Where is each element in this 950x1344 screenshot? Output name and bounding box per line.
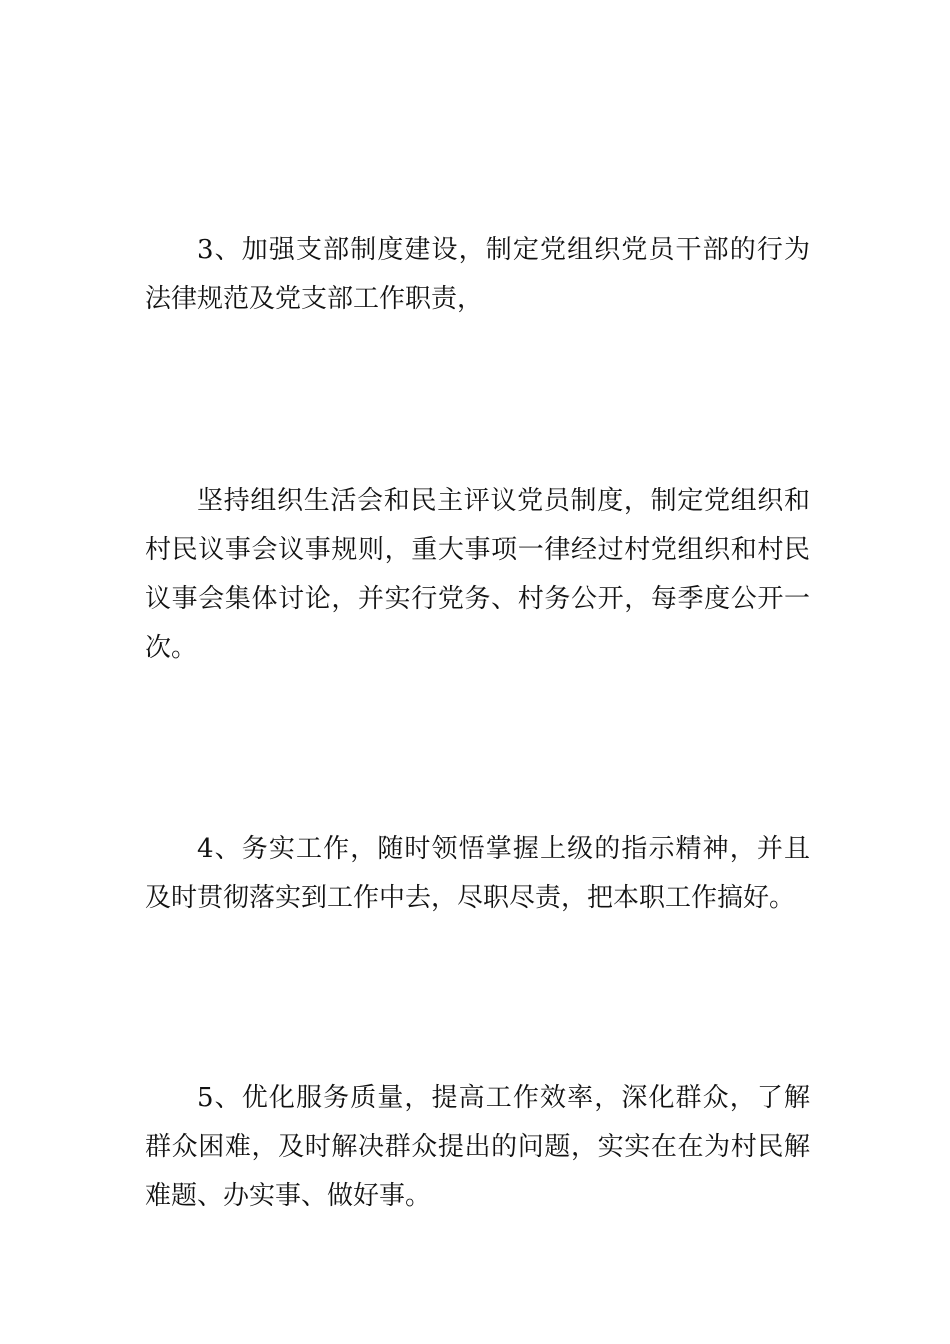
paragraph-item-5: 5、优化服务质量，提高工作效率，深化群众，了解群众困难，及时解决群众提出的问题，实实在在为村民解难题、办实事、做好事。 xyxy=(145,1083,810,1211)
paragraph-item-3: 3、加强支部制度建设，制定党组织党员干部的行为法律规范及党支部工作职责， xyxy=(145,235,810,314)
paragraph-meeting-rules: 坚持组织生活会和民主评议党员制度，制定党组织和村民议事会议事规则，重大事项一律经过村党组织和村民议事会集体讨论，并实行党务、村务公开，每季度公开一次。 xyxy=(145,486,810,663)
paragraph-item-4: 4、务实工作，随时领悟掌握上级的指示精神，并且及时贯彻落实到工作中去，尽职尽责，把本职工作搞好。 xyxy=(145,834,810,913)
